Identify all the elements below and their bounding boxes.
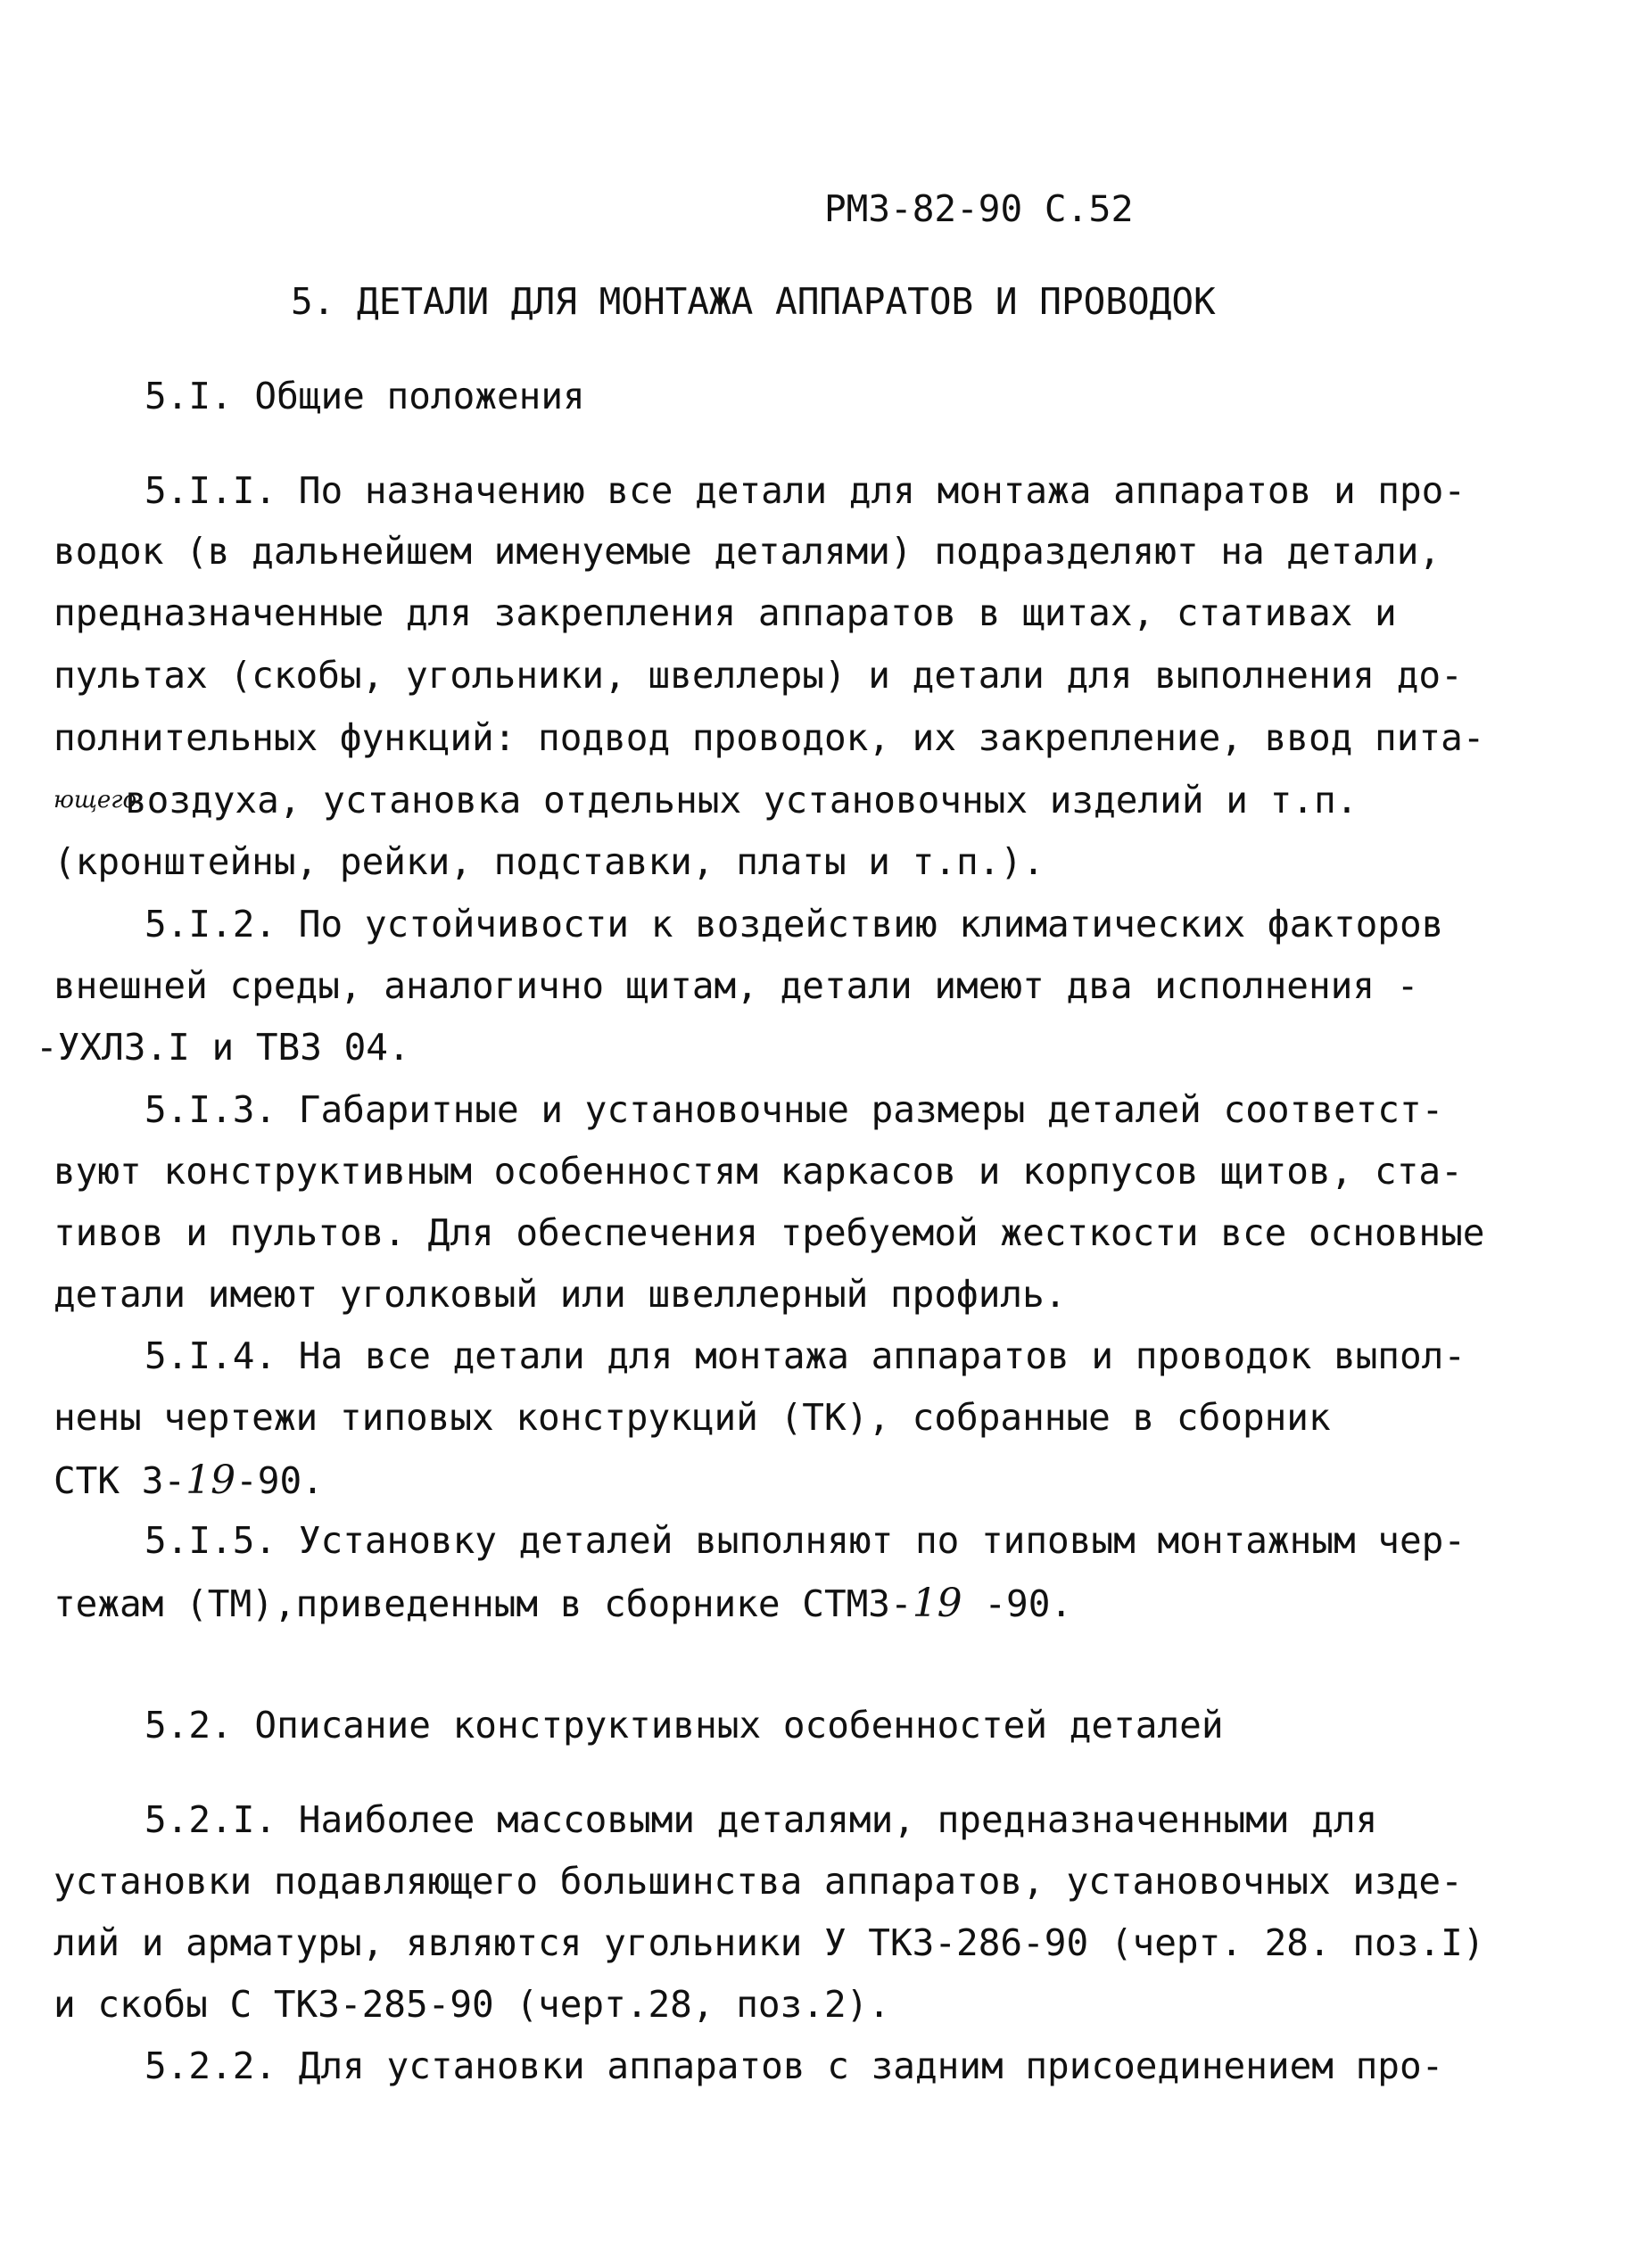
paragraph-line: детали имеют уголковый или швеллерный профиль.: [54, 1273, 1067, 1316]
paragraph-line: 5.I.2. По устойчивости к воздействию климатических факторов: [145, 903, 1444, 946]
doc-code: РМЗ-82-90 С.: [824, 187, 1089, 230]
stm-prefix: тежам (ТМ),приведенным в сборнике СТМ3-: [54, 1582, 913, 1625]
section-title: 5. ДЕТАЛИ ДЛЯ МОНТАЖА АППАРАТОВ И ПРОВОДОК: [291, 280, 1216, 323]
handwritten-number: 19: [186, 1458, 236, 1503]
paragraph-line: предназначенные для закрепления аппаратов в щитах, стативах и: [54, 591, 1397, 634]
paragraph-line: тивов и пультов. Для обеспечения требуемой жесткости все основные: [54, 1211, 1485, 1254]
paragraph-line: внешней среды, аналогично щитам, детали имеют два исполнения -: [54, 964, 1419, 1007]
paragraph-line: -УХЛ3.I и ТВ3 04.: [36, 1026, 410, 1069]
paragraph-line: 5.2.I. Наиболее массовыми деталями, предназначенными для: [145, 1798, 1378, 1841]
paragraph-line: (кронштейны, рейки, подставки, платы и т.п.).: [54, 840, 1045, 883]
stk-prefix: СТК 3-: [54, 1459, 186, 1502]
page-number: 52: [1088, 189, 1135, 230]
paragraph-line: полнительных функций: подвод проводок, их закрепление, ввод пита-: [54, 716, 1485, 759]
paragraph-line: нены чертежи типовых конструкций (ТК), собранные в сборник: [54, 1396, 1331, 1439]
subsection-title-5-1: 5.I. Общие положения: [145, 375, 585, 417]
paragraph-line: установки подавляющего большинства аппаратов, установочных изде-: [54, 1860, 1463, 1903]
paragraph-line: водок (в дальнейшем именуемые деталями) подразделяют на детали,: [54, 530, 1441, 573]
handwritten-insert: ющего: [54, 787, 137, 814]
paragraph-line: 5.2.2. Для установки аппаратов с задним присоединением про-: [145, 2044, 1444, 2087]
paragraph-line: вуют конструктивным особенностям каркасов и корпусов щитов, ста-: [54, 1150, 1463, 1193]
subsection-title-5-2: 5.2. Описание конструктивных особенностей деталей: [145, 1704, 1224, 1747]
paragraph-line: лий и арматуры, являются угольники У ТК3-286-90 (черт. 28. поз.I): [54, 1921, 1485, 1964]
paragraph-line: 5.I.5. Установку деталей выполняют по типовым монтажным чер-: [145, 1519, 1466, 1562]
paragraph-line: [54, 1458, 324, 1503]
paragraph-line: 5.I.3. Габаритные и установочные размеры деталей соответст-: [145, 1088, 1444, 1131]
paragraph-line: [54, 1581, 1073, 1626]
paragraph-line: 5.I.I. По назначению все детали для монтажа аппаратов и про-: [145, 469, 1466, 512]
paragraph-line: пультах (скобы, угольники, швеллеры) и детали для выполнения до-: [54, 654, 1463, 697]
paragraph-line: воздуха, установка отдельных установочных изделий и т.п.: [125, 779, 1359, 822]
page-header: [824, 187, 1135, 230]
paragraph-line: 5.I.4. На все детали для монтажа аппаратов и проводок выпол-: [145, 1334, 1466, 1377]
handwritten-number: 19: [912, 1581, 962, 1626]
stm-suffix: -90.: [962, 1582, 1073, 1625]
paragraph-line: и скобы С ТК3-285-90 (черт.28, поз.2).: [54, 1983, 890, 2026]
stk-suffix: -90.: [235, 1459, 324, 1502]
